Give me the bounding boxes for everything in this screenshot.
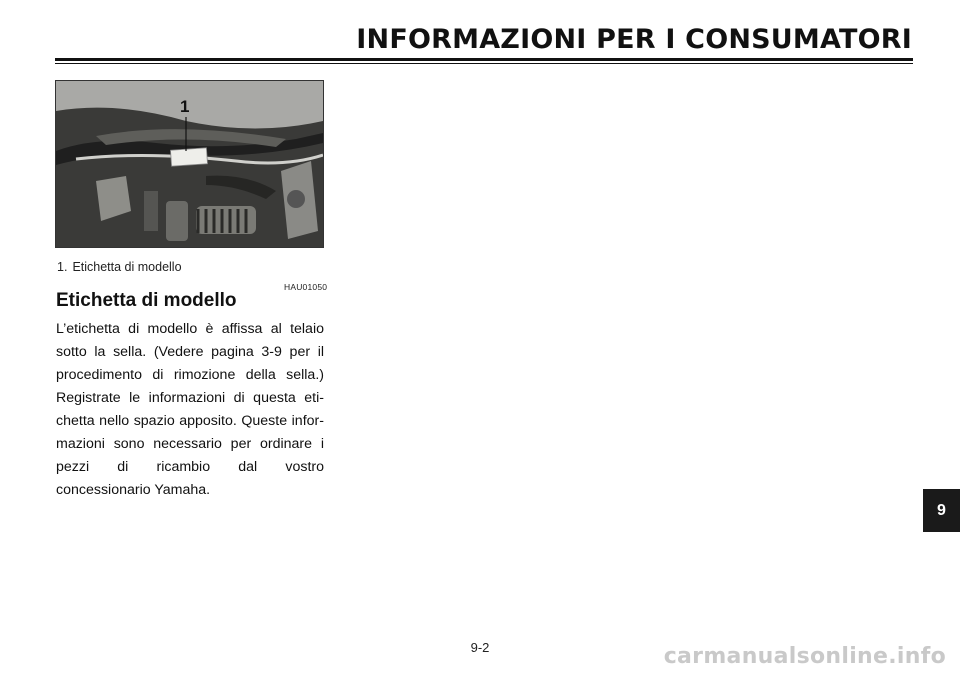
- section-body: L’etichetta di modello è affissa al telaio sotto la sella. (Vedere pagina 3-9 per il procedimento di rimozione della sella.) Registrate le informazioni di questa etichetta nello spazio apposito. Queste informazioni sono necessario per ordinare i pezzi di ricambio dal vostro concessionario Yamaha.: [56, 321, 324, 498]
- header-rule-thick: [55, 58, 913, 61]
- section-code: HAU01050: [284, 282, 328, 292]
- figure-caption: [57, 260, 182, 274]
- page-number: 9-2: [470, 640, 490, 655]
- caption-text: Etichetta di modello: [72, 260, 182, 274]
- callout-number: 1: [180, 97, 190, 116]
- model-label-photo: [55, 80, 324, 248]
- header-title: INFORMAZIONI PER I CONSUMATORI: [356, 24, 912, 55]
- chapter-tab: 9: [923, 489, 960, 532]
- caption-number: 1.: [57, 260, 68, 274]
- header-rule-thin: [55, 63, 913, 64]
- motorcycle-frame-illustration: [56, 81, 323, 247]
- section-heading: Etichetta di modello: [56, 290, 237, 311]
- watermark: carmanualsonline.info: [663, 644, 946, 669]
